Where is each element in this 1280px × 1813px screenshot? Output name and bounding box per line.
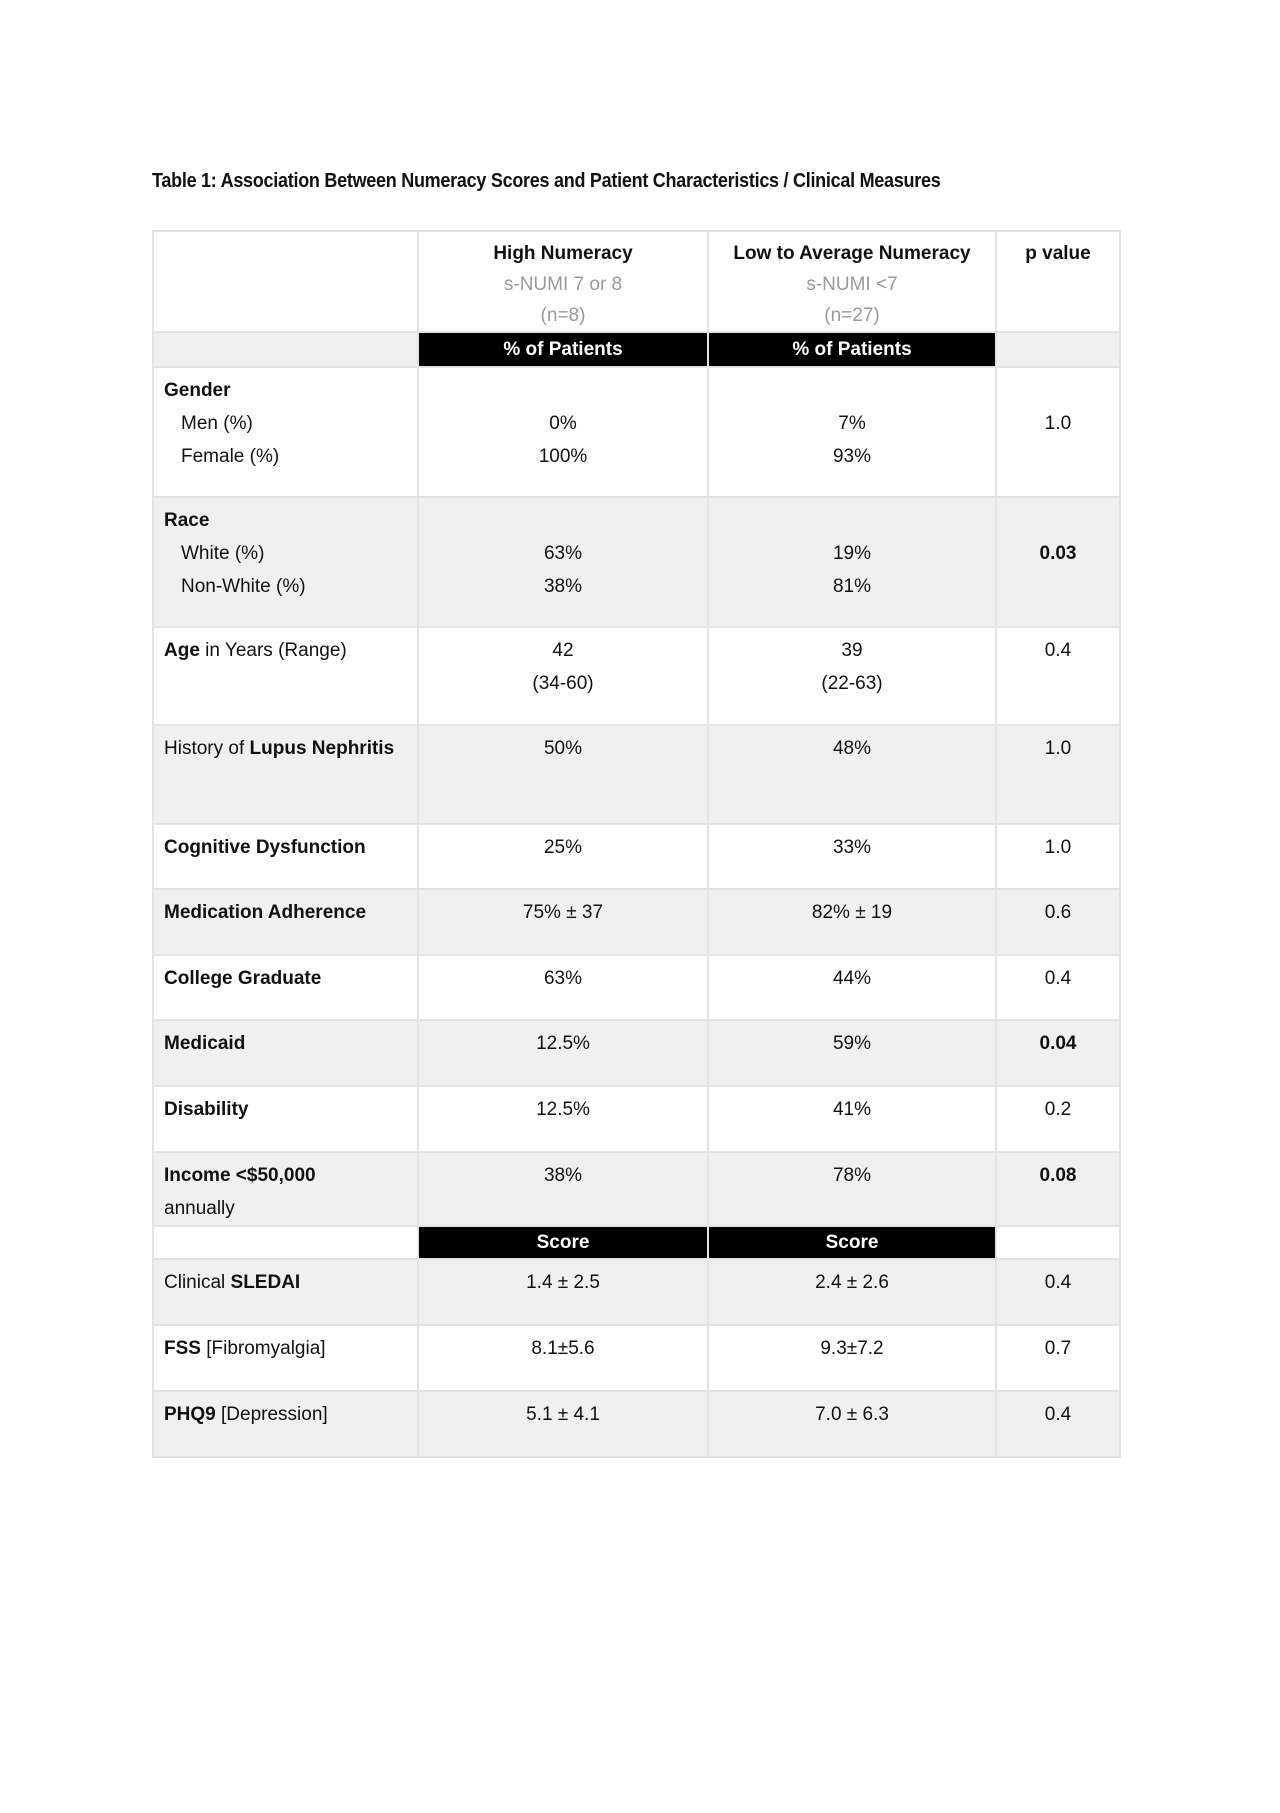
row-label: Race: [164, 510, 210, 531]
sub-label: Non-White (%): [181, 576, 306, 597]
cell: 81%: [832, 576, 872, 597]
cell: 63%: [418, 955, 708, 1020]
table-row-age: [153, 627, 1120, 725]
high-numeracy-header: [418, 231, 708, 332]
empty-cell: [153, 231, 418, 332]
p-value: 1.0: [996, 725, 1120, 824]
cell: 0%: [549, 413, 577, 434]
p-value: 0.4: [996, 1391, 1120, 1457]
table-title: Table 1: Association Between Numeracy Scores and Patient Characteristics / Clinical Measures: [152, 170, 941, 192]
row-label-rest: in Years (Range): [199, 640, 347, 661]
cell: 12.5%: [418, 1020, 708, 1086]
table-row-phq9: [153, 1391, 1120, 1457]
header-criteria: s-NUMI 7 or 8: [503, 274, 623, 295]
header-n: (n=8): [540, 305, 586, 326]
results-table: [152, 230, 1121, 1458]
cell: 38%: [418, 1152, 708, 1226]
cell: 93%: [832, 446, 872, 467]
cell: 48%: [708, 725, 996, 824]
table-row-gender: [153, 367, 1120, 497]
cell: 100%: [538, 446, 588, 467]
cell: 44%: [708, 955, 996, 1020]
cell: 25%: [418, 824, 708, 889]
row-label-rest: [Depression]: [215, 1404, 328, 1425]
cell: 12.5%: [418, 1086, 708, 1152]
p-value: 0.4: [996, 1259, 1120, 1325]
table-row-race: [153, 497, 1120, 627]
cell: 78%: [708, 1152, 996, 1226]
cell: (22-63): [821, 673, 883, 694]
table-row-income: [153, 1152, 1120, 1226]
low-numeracy-header: [708, 231, 996, 332]
header-label: Low to Average Numeracy: [733, 243, 971, 264]
p-value: 0.6: [996, 889, 1120, 955]
row-label: Age: [164, 640, 200, 661]
sub-label: Female (%): [181, 446, 280, 467]
header-label: High Numeracy: [493, 243, 633, 264]
table-row: [153, 889, 1120, 955]
score-subheader-row: [153, 1226, 1120, 1259]
cell: 8.1±5.6: [418, 1325, 708, 1391]
sub-label: Men (%): [181, 413, 253, 434]
p-value: 0.4: [996, 627, 1120, 725]
header-row: [153, 231, 1120, 332]
cell: 59%: [708, 1020, 996, 1086]
cell: 5.1 ± 4.1: [418, 1391, 708, 1457]
cell: 75% ± 37: [418, 889, 708, 955]
row-label: College Graduate: [164, 968, 322, 989]
row-label: Disability: [164, 1099, 249, 1120]
p-value: 0.08: [1039, 1165, 1077, 1186]
row-label: Medicaid: [164, 1033, 246, 1054]
row-label: Income <$50,000: [164, 1165, 316, 1186]
row-label: Medication Adherence: [164, 902, 367, 923]
table-row-sledai: [153, 1259, 1120, 1325]
cell: 7%: [838, 413, 866, 434]
cell: 50%: [418, 725, 708, 824]
table-row: [153, 824, 1120, 889]
cell: 42: [552, 640, 574, 661]
cell: (34-60): [532, 673, 594, 694]
percent-subheader-row: [153, 332, 1120, 367]
p-value-header: p value: [1025, 243, 1091, 264]
cell: 63%: [543, 543, 583, 564]
p-value: 0.04: [1039, 1033, 1077, 1054]
cell: 9.3±7.2: [708, 1325, 996, 1391]
row-label: FSS: [164, 1338, 201, 1359]
cell: 33%: [708, 824, 996, 889]
score-subheader: Score: [708, 1226, 996, 1259]
row-label-rest: History of: [164, 738, 250, 759]
percent-subheader: % of Patients: [708, 332, 996, 367]
row-label-rest: annually: [164, 1198, 235, 1219]
sub-label: White (%): [181, 543, 265, 564]
p-value: 0.7: [996, 1325, 1120, 1391]
p-value: 1.0: [1044, 413, 1072, 434]
p-value: 1.0: [996, 824, 1120, 889]
row-label-rest: [Fibromyalgia]: [200, 1338, 326, 1359]
row-label: SLEDAI: [230, 1272, 301, 1293]
cell: 39: [841, 640, 863, 661]
cell: 82% ± 19: [708, 889, 996, 955]
cell: 19%: [832, 543, 872, 564]
row-label-rest: Clinical: [164, 1272, 231, 1293]
cell: 38%: [543, 576, 583, 597]
row-label: Lupus Nephritis: [249, 738, 395, 759]
percent-subheader: % of Patients: [418, 332, 708, 367]
cell: 41%: [708, 1086, 996, 1152]
cell: 2.4 ± 2.6: [708, 1259, 996, 1325]
score-subheader: Score: [418, 1226, 708, 1259]
row-label: Cognitive Dysfunction: [164, 837, 366, 858]
header-criteria: s-NUMI <7: [806, 274, 898, 295]
p-value: 0.4: [996, 955, 1120, 1020]
table-row: [153, 955, 1120, 1020]
table-row-fss: [153, 1325, 1120, 1391]
row-label: Gender: [164, 380, 231, 401]
table-row-lupus: [153, 725, 1120, 824]
p-value: 0.2: [996, 1086, 1120, 1152]
table-row: [153, 1086, 1120, 1152]
cell: 1.4 ± 2.5: [418, 1259, 708, 1325]
table-row: [153, 1020, 1120, 1086]
p-value: 0.03: [1039, 543, 1077, 564]
row-label: PHQ9: [164, 1404, 216, 1425]
cell: 7.0 ± 6.3: [708, 1391, 996, 1457]
header-n: (n=27): [824, 305, 880, 326]
